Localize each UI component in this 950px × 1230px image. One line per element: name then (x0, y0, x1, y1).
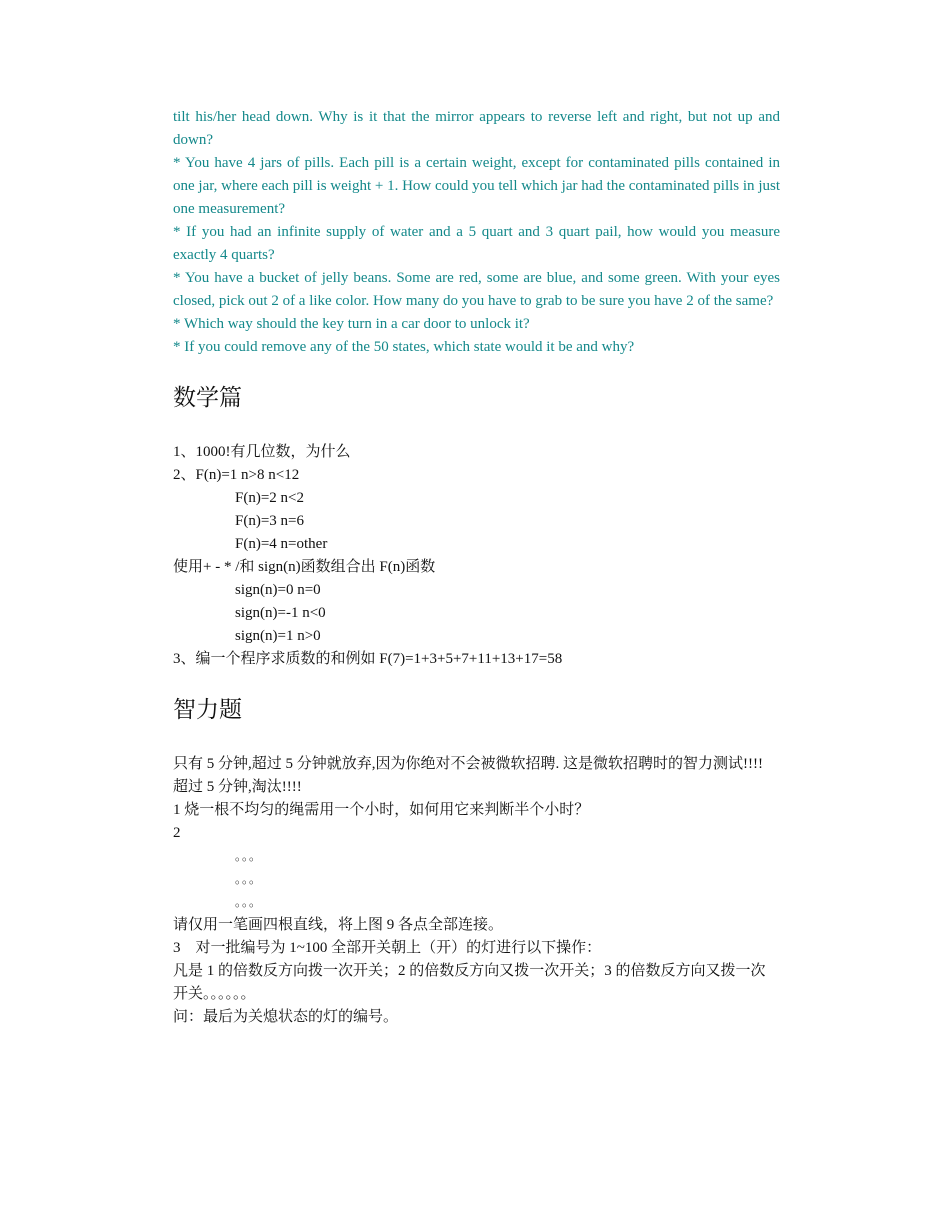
math-q1: 1、1000!有几位数，为什么 (173, 444, 351, 460)
sign-case: sign(n)=0 n=0 (235, 582, 321, 598)
document-page (173, 106, 780, 1029)
iq-q2-text: 请仅用一笔画四根直线，将上图 9 各点全部连接。 (173, 917, 504, 933)
math-heading: 数学篇 (173, 385, 242, 410)
dot-grid-row: 。。。 (235, 872, 263, 886)
question-states: * If you could remove any of the 50 states, which state would it be and why? (173, 339, 635, 355)
math-q3: 3、编一个程序求质数的和例如 F(7)=1+3+5+7+11+13+17=58 (173, 651, 563, 667)
question-car-key: * Which way should the key turn in a car door to unlock it? (173, 316, 530, 332)
sign-case: sign(n)=-1 n<0 (235, 605, 326, 621)
question-jelly-beans: * You have a bucket of jelly beans. Some are red, some are blue, and some green. With your eyes closed, pick out 2 of a like color. How many do you have to grab to be sure you have 2 of the same? (173, 270, 780, 309)
iq-q1: 1 烧一根不均匀的绳需用一个小时，如何用它来判断半个小时？ (173, 802, 590, 818)
iq-q2-number: 2 (173, 825, 181, 841)
question-pills: * You have 4 jars of pills. Each pill is a certain weight, except for contaminated pills contained in one jar, where each pill is weight + 1. How could you tell which jar had the contaminated pills in just one measurement? (173, 155, 780, 217)
iq-section (173, 753, 780, 1029)
math-q2: 2、F(n)=1 n>8 n<12 (173, 467, 300, 483)
math-q2-case: F(n)=4 n=other (235, 536, 328, 552)
math-q2-case: F(n)=3 n=6 (235, 513, 305, 529)
iq-q3: 3 对一批编号为 1~100 全部开关朝上（开）的灯进行以下操作： (173, 940, 602, 956)
iq-q3-rule: 凡是 1 的倍数反方向拨一次开关；2 的倍数反方向又拨一次开关；3 的倍数反方向又拨一次开关。。。。。。 (173, 963, 766, 1002)
sign-case: sign(n)=1 n>0 (235, 628, 321, 644)
iq-intro: 只有 5 分钟,超过 5 分钟就放弃,因为你绝对不会被微软招聘. 这是微软招聘时的智力测试!!!! 超过 5 分钟,淘汰!!!! (173, 756, 763, 795)
english-questions (173, 106, 780, 359)
math-q2-case: F(n)=2 n<2 (235, 490, 305, 506)
math-section (173, 441, 780, 671)
iq-heading: 智力题 (173, 697, 242, 722)
iq-q3-ask: 问：最后为关熄状态的灯的编号。 (173, 1009, 399, 1025)
dot-grid-row: 。。。 (235, 849, 263, 863)
question-water: * If you had an infinite supply of water and a 5 quart and 3 quart pail, how would you measure exactly 4 quarts? (173, 224, 780, 263)
question-mirror: tilt his/her head down. Why is it that the mirror appears to reverse left and right, but not up and down? (173, 109, 780, 148)
dot-grid-row: 。。。 (235, 895, 263, 909)
math-q2-instruction: 使用+ - * /和 sign(n)函数组合出 F(n)函数 (173, 559, 436, 575)
